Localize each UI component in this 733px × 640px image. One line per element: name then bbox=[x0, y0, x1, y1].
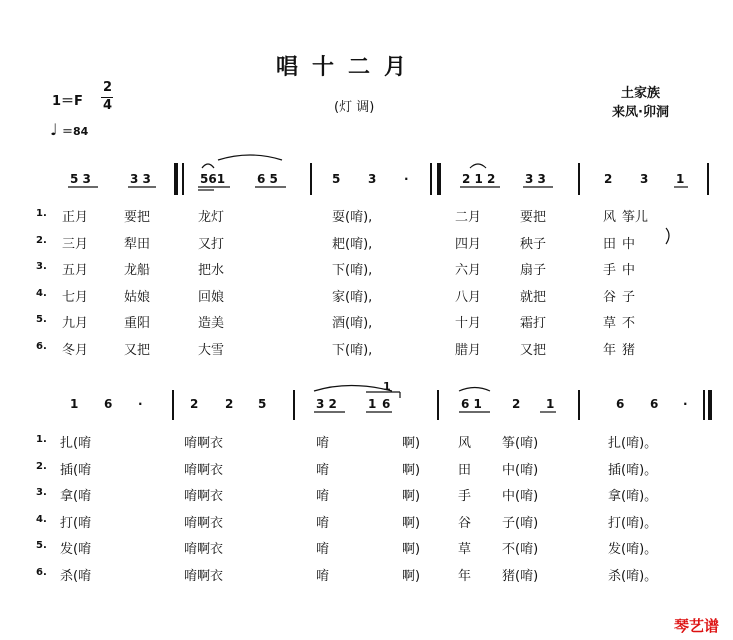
lyric-syllable: 打(唷 bbox=[60, 515, 92, 531]
lyric-syllable: 五月 bbox=[62, 263, 89, 278]
note: 2 bbox=[604, 172, 613, 186]
lyric-syllable: 龙船 bbox=[124, 263, 151, 278]
lyric-syllable: 唷 bbox=[316, 462, 330, 478]
lyric-syllable: 龙灯 bbox=[198, 210, 225, 225]
lyric-syllable: 拿(唷 bbox=[60, 489, 92, 504]
lyric-syllable: 唷啊衣 bbox=[184, 489, 224, 504]
lyric-syllable: 谷 bbox=[603, 289, 617, 305]
lyric-syllable: 猪 bbox=[622, 342, 636, 358]
lyric-syllable: 打(唷)。 bbox=[608, 515, 658, 531]
lyric-syllable: 腊月 bbox=[455, 342, 482, 358]
lyric-syllable: 家(唷), bbox=[332, 289, 373, 305]
lyric-syllable: 十月 bbox=[455, 316, 482, 331]
note: 3 3 bbox=[525, 172, 546, 186]
volta-number: 1 bbox=[383, 380, 391, 393]
note: 6 bbox=[382, 397, 391, 411]
note: 3 bbox=[368, 172, 377, 186]
verse-number: 2. bbox=[36, 234, 47, 246]
lyric-syllable: 筝儿 bbox=[622, 210, 649, 225]
lyric-syllable: 把水 bbox=[198, 263, 225, 278]
lyric-syllable: 草 bbox=[603, 316, 617, 331]
verse-number: 1. bbox=[36, 208, 47, 219]
note: 3 bbox=[640, 172, 649, 186]
note: 5 bbox=[332, 172, 341, 186]
lyric-syllable: 耍(唷), bbox=[332, 210, 373, 225]
lyric-syllable: 要把 bbox=[520, 210, 547, 225]
lyric-syllable: 正月 bbox=[62, 210, 89, 225]
lyric-syllable: 啊) bbox=[402, 462, 421, 478]
song-title: 唱十二月 bbox=[276, 55, 421, 80]
verse-number: 3. bbox=[36, 487, 47, 498]
lyric-syllable: 下(唷), bbox=[332, 342, 373, 358]
key-signature: 1＝F bbox=[52, 94, 83, 109]
lyric-syllable: 唷 bbox=[316, 542, 330, 557]
note: 5 bbox=[258, 397, 267, 411]
lyric-syllable: 犁田 bbox=[124, 236, 151, 252]
lyric-syllable: 不(唷) bbox=[502, 542, 539, 557]
note: 3 2 bbox=[316, 397, 337, 411]
note: 1 bbox=[546, 397, 555, 411]
verse-number: 5. bbox=[36, 540, 47, 551]
note: 6 bbox=[650, 397, 659, 411]
lyric-syllable: 八月 bbox=[455, 289, 482, 305]
note: 1 bbox=[676, 172, 685, 186]
lyric-syllable: 唷啊衣 bbox=[184, 436, 224, 451]
lyric-syllable: 唷 bbox=[316, 568, 330, 584]
lyric-syllable: 下(唷), bbox=[332, 263, 373, 278]
ethnicity-label: 土家族 bbox=[621, 86, 661, 101]
lyric-syllable: 扎(唷)。 bbox=[608, 436, 658, 451]
lyric-syllable: 中 bbox=[622, 236, 636, 252]
lyric-syllable: 唷 bbox=[316, 515, 330, 531]
lyric-syllable: 四月 bbox=[455, 236, 482, 252]
lyric-syllable: 发(唷 bbox=[60, 542, 92, 557]
verse-number: 5. bbox=[36, 314, 47, 325]
lyric-syllable: 唷 bbox=[316, 489, 330, 504]
lyric-syllable: 发(唷)。 bbox=[608, 542, 658, 557]
note-dot: · bbox=[683, 397, 688, 411]
lyric-syllable: 唷啊衣 bbox=[184, 462, 224, 478]
time-signature-bottom: 4 bbox=[103, 98, 113, 113]
note-dot: · bbox=[404, 172, 409, 186]
lyric-syllable: 回娘 bbox=[198, 289, 225, 305]
lyric-syllable: 酒(唷), bbox=[332, 316, 373, 331]
verse-number: 3. bbox=[36, 261, 47, 272]
source-label: 来凤·卯洞 bbox=[612, 105, 669, 120]
note: 2 bbox=[225, 397, 234, 411]
verse-number: 6. bbox=[36, 340, 47, 352]
verse-number: 1. bbox=[36, 434, 47, 445]
note: 2 bbox=[512, 397, 521, 411]
verse-number: 2. bbox=[36, 460, 47, 472]
watermark: 琴艺谱 bbox=[674, 617, 720, 635]
lyric-syllable: 又把 bbox=[520, 342, 547, 358]
lyric-syllable: 不 bbox=[622, 316, 636, 331]
lyric-syllable: 啊) bbox=[402, 436, 421, 451]
note: 561 bbox=[200, 172, 226, 186]
lyric-syllable: 扇子 bbox=[520, 263, 547, 278]
note: 1 bbox=[70, 397, 79, 411]
lyric-syllable: 筝(唷) bbox=[502, 436, 539, 451]
lyric-syllable: 猪(唷) bbox=[502, 568, 539, 584]
lyric-syllable: 六月 bbox=[455, 263, 482, 278]
verse-number: 6. bbox=[36, 566, 47, 578]
lyric-syllable: 啊) bbox=[402, 542, 421, 557]
lyric-syllable: 杀(唷)。 bbox=[608, 568, 658, 584]
verse-number: 4. bbox=[36, 287, 47, 299]
lyric-syllable: 九月 bbox=[62, 316, 89, 331]
note: 6 1 bbox=[461, 397, 482, 411]
lyric-syllable: 扎(唷 bbox=[60, 436, 92, 451]
lyric-syllable: 又把 bbox=[124, 342, 151, 358]
lyric-syllable: 田 bbox=[458, 462, 472, 478]
note: 1 bbox=[368, 397, 377, 411]
lyric-syllable: 秧子 bbox=[520, 236, 547, 252]
lyric-syllable: 插(唷 bbox=[60, 462, 92, 478]
lyric-syllable: 二月 bbox=[455, 210, 482, 225]
lyric-syllable: 啊) bbox=[402, 568, 421, 584]
lyric-syllable: 插(唷)。 bbox=[608, 462, 658, 478]
lyric-syllable: 唷啊衣 bbox=[184, 515, 224, 531]
lyric-syllable: 霜打 bbox=[520, 316, 547, 331]
lyric-syllable: 要把 bbox=[124, 210, 151, 225]
note: 5 3 bbox=[70, 172, 91, 186]
lyric-syllable: 子(唷) bbox=[502, 515, 539, 531]
lyric-syllable: 唷啊衣 bbox=[184, 568, 224, 584]
lyric-syllable: 风 bbox=[603, 210, 617, 225]
lyric-syllable: 姑娘 bbox=[124, 289, 151, 305]
lyric-syllable: 子 bbox=[622, 289, 636, 305]
note: 2 1 2 bbox=[462, 172, 496, 186]
lyric-syllable: 杀(唷 bbox=[60, 568, 92, 584]
note: 6 bbox=[616, 397, 625, 411]
tempo-value: ＝84 bbox=[62, 125, 89, 138]
lyric-syllable: 唷 bbox=[316, 436, 330, 451]
lyric-syllable: 大雪 bbox=[198, 342, 225, 358]
note: 6 bbox=[104, 397, 113, 411]
note-dot: · bbox=[138, 397, 143, 411]
lyric-syllable: 风 bbox=[458, 436, 472, 451]
lyric-syllable: 造美 bbox=[198, 316, 225, 331]
lyric-syllable: 三月 bbox=[62, 236, 89, 252]
lyric-syllable: 手 bbox=[458, 489, 472, 504]
subtitle: (灯 调) bbox=[334, 100, 375, 115]
lyric-syllable: 唷啊衣 bbox=[184, 542, 224, 557]
lyric-syllable: 中(唷) bbox=[502, 489, 539, 504]
note: 2 bbox=[190, 397, 199, 411]
lyric-syllable: 中(唷) bbox=[502, 462, 539, 478]
note: 6 5 bbox=[257, 172, 278, 186]
lyric-syllable: 年 bbox=[603, 342, 617, 358]
lyric-syllable: 冬月 bbox=[62, 342, 89, 358]
lyric-syllable: 手 bbox=[603, 263, 617, 278]
lyric-syllable: 重阳 bbox=[124, 316, 151, 331]
lyric-syllable: 年 bbox=[458, 568, 472, 584]
lyric-syllable: 就把 bbox=[520, 289, 547, 305]
lyric-syllable: 又打 bbox=[198, 236, 225, 252]
lyric-syllable: 七月 bbox=[62, 289, 89, 305]
verse-number: 4. bbox=[36, 513, 47, 525]
lyric-syllable: 中 bbox=[622, 263, 636, 278]
note: 3 3 bbox=[130, 172, 151, 186]
lyric-syllable: 耙(唷), bbox=[332, 236, 373, 252]
lyric-syllable: 啊) bbox=[402, 515, 421, 531]
tempo-note-icon: ♩ bbox=[50, 120, 58, 139]
lyric-syllable: 啊) bbox=[402, 489, 421, 504]
lyric-syllable: 谷 bbox=[458, 515, 472, 531]
time-signature-top: 2 bbox=[103, 80, 113, 95]
lyric-syllable: 草 bbox=[458, 542, 472, 557]
lyric-syllable: 拿(唷)。 bbox=[608, 489, 658, 504]
lyric-syllable: 田 bbox=[603, 236, 617, 252]
